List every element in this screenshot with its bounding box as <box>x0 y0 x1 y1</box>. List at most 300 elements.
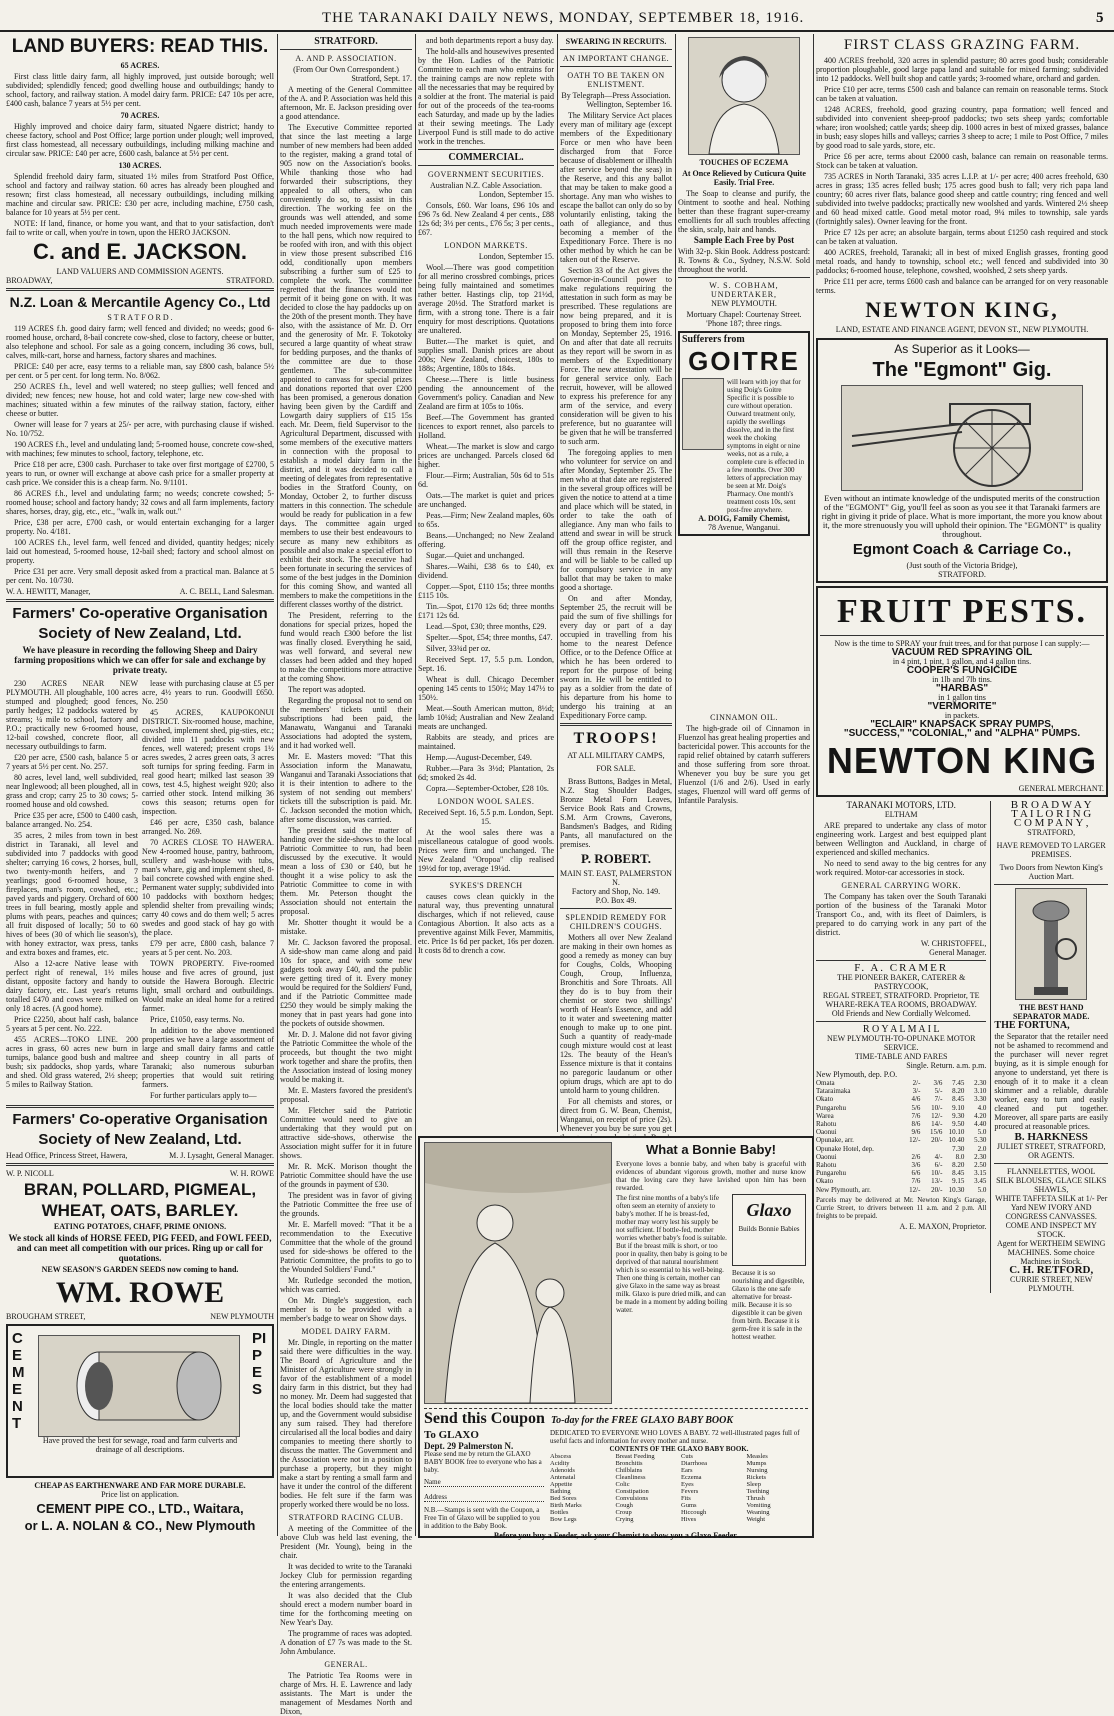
timetable-cell: Opunake Hotel, dep. <box>816 1144 874 1153</box>
timetable-cell: 4.40 <box>974 1120 987 1129</box>
contents-item: Gums <box>681 1502 697 1509</box>
column-small-ads <box>678 34 810 1134</box>
ad-text: Builds Bonnie Babies <box>738 1225 800 1233</box>
ad-brand: P. ROBERT. <box>581 851 651 866</box>
listing-paragraph: 735 ACRES in North Taranaki, 335 acres L.I.P. at 1/- per acre; 400 acres freehold, 630 acres in grass; 135 acres felled bush; 175 acres good bush to fall; very rich papa land country; 60 acres river flats, balance good sheep and cattle country; ring fenced and well subdivided into twelve paddocks; practically new woolshed and yards. Wintered 2½ sheep and 60 head mixed cattle. Good metal motor road, 9¼ miles to township, sale yards (fortnightly sales). Owner leaving for the front. <box>816 172 1108 226</box>
timetable-cell: 20/- <box>931 1185 943 1194</box>
coupon-name-field[interactable]: Name <box>424 1478 544 1487</box>
ad-names-row <box>6 1169 274 1178</box>
ad-brand: Egmont Coach & Carriage Co., <box>852 541 1072 558</box>
article-paragraph: A meeting of the Committee of the above Club was held last evening, the President (Mr. Young), being in the chair. <box>280 1524 412 1560</box>
pipe-illustration <box>38 1335 240 1437</box>
timetable-cell: Rahotu <box>816 1161 837 1170</box>
article-paragraph: Silver, 33¾d per oz. <box>426 644 491 653</box>
cement-ad <box>6 1324 274 1478</box>
article-paragraph: A meeting of the General Committee of the A. and P. Association was held this afternoon, Mr. E. Jackson presiding over a good attendance. <box>280 85 412 121</box>
product-name: "ECLAIR" KNAPSACK SPRAY PUMPS, <box>870 719 1054 730</box>
ad-text: A. C. BELL, Land Salesman. <box>179 587 274 596</box>
ad-text: CHEAP AS EARTHENWARE AND FAR MORE DURABLE. <box>34 1481 246 1490</box>
contents-item: Teething <box>746 1488 770 1495</box>
article-headline: SYKES'S DRENCH <box>449 881 523 890</box>
listing-paragraph: Price £6 per acre, terms about £2000 cash, balance can remain on reasonable terms. Stock can be taken at valuation. <box>816 152 1108 170</box>
ad-brand: NEWTON KING <box>826 740 1098 781</box>
contents-item: Weight <box>746 1516 766 1523</box>
masthead-title: THE TARANAKI DAILY NEWS, MONDAY, SEPTEMBER 18, 1916. <box>322 10 805 26</box>
divider <box>418 876 554 877</box>
article-paragraph: Tin.—Spot, £170 12s 6d; three months £171 12s 6d. <box>418 602 554 620</box>
timetable-row <box>816 1128 986 1136</box>
article-body <box>418 263 554 793</box>
ad-text: in 4 pint, 1 pint, 1 gallon, and 4 gallon tins. <box>892 657 1032 666</box>
contents-item: Constipation <box>615 1488 649 1495</box>
article-byline: By Telegraph—Press Association. <box>561 91 671 100</box>
ad-text: MAIN ST. EAST, PALMERSTON N. <box>560 869 672 887</box>
contents-item: Bed Sores <box>550 1495 577 1502</box>
contents-item: Rickets <box>746 1474 766 1481</box>
separator-drawing <box>1016 889 1086 999</box>
ad-headline: BRAN, POLLARD, PIGMEAL, <box>23 1180 257 1199</box>
ad-subhead: 130 ACRES. <box>118 161 162 170</box>
article-headline: LONDON MARKETS. <box>444 241 528 250</box>
ad-text: Parcels may be delivered at Mr. Newton King's Garage, Currie Street, to drivers between 11 a.m. and 2 p.m. All freights to be prepaid. <box>816 1195 987 1220</box>
ad-brand: N.Z. Loan & Mercantile Agency Co., Ltd <box>9 294 271 310</box>
listing-paragraph: lease with purchasing clause at £5 per acre, 4½ years to run. Goodwill £650. No. 250 <box>142 679 274 706</box>
ad-text: FLANNELETTES, WOOL <box>1007 1167 1096 1176</box>
ad-text: NEW SEASON'S GARDEN SEEDS now coming to hand. <box>41 1265 239 1274</box>
timetable-cell: 3/6 <box>911 1161 921 1170</box>
ad-brand: TARANAKI MOTORS, LTD. <box>846 800 956 810</box>
coupon-footer: Before you buy a Feeder, ask your Chemist to show you a Glaxo Feeder. <box>493 1531 739 1540</box>
article-dateline: London, September 15. <box>478 252 554 261</box>
timetable-row <box>816 1145 986 1153</box>
ad-text: TIME-TABLE AND FARES <box>854 1052 948 1061</box>
contents-item: Cough <box>615 1502 633 1509</box>
divider <box>280 49 412 50</box>
listing-paragraph: 1248 ACRES, freehold, good grazing country, papa formation; well fenced and subdivided into convenient sheep-proof paddocks; two sets sheep yards; comfortable whare; iron woolshed; cattle yards; sheep dip. 1000 acres in best of mixed grasses, balance in bush; easy slopes hills and valleys; carries 3 sheep to acre; 1 mile to Post Office, 7 miles by good road to sale yards, store, etc. <box>816 105 1108 150</box>
timetable-cell: 5.0 <box>977 1128 987 1137</box>
timetable-cell: 5.0 <box>977 1185 987 1194</box>
column-recruits <box>560 34 672 1134</box>
article-paragraph: Rubber.—Para 3s 3½d; Plantation, 2s 6d; smoked 2s 4d. <box>418 764 554 782</box>
listing-paragraph: In addition to the above mentioned properties we have a large assortment of large and small dairy farms and cattle and sheep country in all parts of Taranaki; also numerous suburban properties that would suit retiring farmers. <box>142 1026 274 1089</box>
ad-text: in packets. <box>944 711 980 720</box>
ad-text: SILK BLOUSES, GLACE SILKS SHAWLS, <box>996 1176 1107 1194</box>
timetable-departure: New Plymouth, dep. P.O. <box>816 1070 898 1079</box>
listing-paragraph: 400 ACRES freehold, 320 acres in splendid pasture; 80 acres good bush; considerable proportion ploughable, good large papa land and suitable for mixed farming; subdivided into 12 paddocks. Well built shop and cattle yards; 3-roomed whare, orchard and garden. <box>816 56 1108 83</box>
listing-paragraph: For further particulars apply to— <box>150 1091 257 1100</box>
article-paragraph: Hemp.—August-December, £49. <box>426 753 532 762</box>
separator-illustration <box>1015 888 1087 1000</box>
article-body <box>280 1338 412 1509</box>
ad-brand: Society of New Zealand, Ltd. <box>38 1131 242 1148</box>
ad-text: A. DOIG, Family Chemist, <box>698 514 790 523</box>
timetable-cell: 10.10 <box>948 1128 965 1137</box>
ad-vertical-text: PIPES <box>252 1330 267 1398</box>
timetable-cell: 5/- <box>934 1087 943 1096</box>
ad-text: EATING POTATOES, CHAFF, PRIME ONIONS. <box>53 1222 227 1231</box>
timetable-row <box>816 1186 986 1194</box>
ad-text: Everyone loves a bonnie baby, and when baby is graceful with evidences of abundant vigorous growth, mother and nurse know that the loving care they have lavished upon him has been rewarded. <box>616 1160 806 1192</box>
ad-text: ARE prepared to undertake any class of motor engineering work. Largest and best equipped plant between Wellington and Auckland, in charge of experienced and skilled mechanics. <box>816 821 987 857</box>
contents-item: Eyes <box>681 1481 694 1488</box>
contents-item: Hives <box>681 1516 697 1523</box>
timetable-cell: 4.0 <box>977 1103 987 1112</box>
coupon-title-row <box>424 1409 808 1429</box>
timetable-cell: 4/6 <box>911 1095 921 1104</box>
article-paragraph: The high-grade oil of Cinnamon in Fluenzol has great healing properties and bactericidal power. This accounts for the rapid relief obtained by catarrh sufferers and those suffering from sore throat. Whenever you buy be sure you get Fluenzol (1/6 and 2/6). Used in early stages, Fluenzol will ward off germs of Infantile Paralysis. <box>678 724 810 805</box>
contents-item: Thrush <box>746 1495 765 1502</box>
article-paragraph: Mr. Shotter thought it would be a mistake. <box>280 918 412 936</box>
contents-item: Bronchitis <box>615 1460 643 1467</box>
timetable-cell: 12/- <box>909 1185 921 1194</box>
article-paragraph: The President, referring to the donations for special prizes, hoped the fund would reach £300 before the list was finally closed. Everything he said, was well forward, and several new classes had been added and they hoped to make the competitions more attractive at the coming Show. <box>280 611 412 683</box>
goitre-ad <box>678 331 810 536</box>
ad-text: A. E. MAXON, Proprietor. <box>899 1221 987 1231</box>
article-paragraph: Regarding the proposal not to send on the members' tickets until their subscriptions had been paid, the Manawatu, Wanganui and Taranaki Associations had adopted the system, and it had worked well. <box>280 696 412 750</box>
article-headline: LONDON WOOL SALES. <box>437 797 535 806</box>
article-dateline: London, September 15. <box>478 190 554 199</box>
divider <box>560 908 672 909</box>
listing-paragraph: Price £2250, about half cash, balance 5 years at 5 per cent. No. 222. <box>6 1015 138 1033</box>
ad-text: NEW PLYMOUTH. <box>711 299 777 308</box>
article-body <box>280 1524 412 1656</box>
listing-paragraph: 190 ACRES f.h., level and undulating land; 5-roomed house, concrete cow-shed, with machines; few minutes to school, factory, telephone, etc. <box>6 440 274 458</box>
fruit-pests-ad <box>816 586 1108 797</box>
contents-heading: CONTENTS OF THE GLAXO BABY BOOK. <box>609 1445 749 1453</box>
ad-text: Mortuary Chapel: Courtenay Street. 'Phone 187; three rings. <box>686 310 802 328</box>
ad-vertical-text: CEMENT <box>12 1330 25 1432</box>
timetable-row <box>816 1169 986 1177</box>
contents-item: Bottles <box>550 1509 569 1516</box>
column-rule <box>675 34 676 1132</box>
article-body <box>418 36 554 146</box>
article-paragraph: Mr. E. Masters moved: "That this Association inform the Manawatu, Wanganui and Taranaki Associations that it is their intention to adhere to the system of not sending out members' tickets till the subscription is paid. Mr. C. Jackson seconded the motion which, after some discussion, was carried. <box>280 752 412 824</box>
ad-text: The Company has taken over the South Taranaki portion of the business of the Taranaki Motor Transport Co., and, with its fleet of Daimlers, is prepared to do carrying work in any part of the district. <box>816 892 987 937</box>
article-paragraph: It was decided to write to the Taranaki Jockey Club for permission regarding the entering arrangements. <box>280 1562 412 1589</box>
listing-paragraph: 455 ACRES—TOKO LINE. 200 acres in grass, 60 acres new burn in turnips, balance good bush and maltree bush; six paddocks, shop yards, whare and shed. Old grass watered, 2½ sheep; 5 miles to Railway Station. <box>6 1035 138 1089</box>
timetable-cell: 3/- <box>912 1087 921 1096</box>
glaxo-tin-illustration <box>732 1194 806 1266</box>
gig-illustration <box>841 385 1083 491</box>
timetable-cell: 2/- <box>912 1079 921 1087</box>
timetable-row <box>816 1153 986 1161</box>
listing-paragraph: £46 per acre, £350 cash, balance arranged. No. 269. <box>142 818 274 836</box>
goitre-body <box>682 378 806 514</box>
ad-address-row <box>6 1151 274 1160</box>
ad-headline: TROOPS! <box>573 730 659 747</box>
divider <box>816 1021 986 1022</box>
timetable-cell: 2.30 <box>974 1152 987 1161</box>
article-paragraph: The hold-alls and housewives presented by the Hon. Ladies of the Patriotic Committee to each man who entrains for the training camps are now replete with all the necessaries that may be required by a soldier at the front. The material is paid for out of the proceeds of the tea-rooms each Saturday, and made up by the ladies at their sewing meetings. The Lady Liverpool Fund is still made to do active work in the trenches. <box>418 47 554 146</box>
listing-paragraph: 119 ACRES f.h. good dairy farm; well fenced and divided; no weeds; good 6-roomed house, orchard, 8-bail concrete cow-shed, close to factory, cheese or butter, also telephone and school. For sale as a going concern, including 36 cows, bull, calves, milk-cart, horse and harness, factory shares and machines. <box>6 324 274 360</box>
timetable-cell <box>920 1145 942 1153</box>
ad-signature-row <box>6 587 274 596</box>
coupon-address-field[interactable]: Address <box>424 1493 544 1502</box>
divider <box>994 1163 1108 1164</box>
ad-text: WHITE TAFFETA SILK at 1/- Per Yard NEW IVORY AND CONGRESS CANVASSES. <box>995 1194 1108 1221</box>
timetable-cell <box>898 1145 920 1153</box>
ad-text: BROADWAY, <box>6 276 53 285</box>
divider <box>6 1163 274 1166</box>
listing-paragraph: Also a 12-acre Native lease with perfect right of renewal, 1½ miles distant, opposite factory and handy to dairy factory, etc. Last year's returns totalled £470 and cows were milked on only 18 acres. (A good home). <box>6 959 138 1013</box>
ad-text: NOTE: If land, finance, or home you want, and that to your satisfaction, don't fail to write or call, when you're in town, upon the HERO JACKSON. <box>6 219 274 237</box>
article-paragraph: Mr. Fletcher said the Patriotic Committee would need to give an undertaking that they would put on attractive side-shows, otherwise the Association might suffer for it in future shows. <box>280 1106 412 1160</box>
ad-text: NEW PLYMOUTH <box>210 1312 274 1321</box>
timetable-cell: 20/- <box>931 1136 943 1145</box>
article-paragraph: Wheat is dull. Chicago December opening 145 cents to 150½; May 147½ to 150½. <box>418 675 554 702</box>
coupon-contents <box>550 1429 808 1530</box>
mother-baby-illustration <box>424 1142 612 1404</box>
listing-paragraph: Price, £38 per acre, £700 cash, or would entertain exchanging for a larger property. No. 4/181. <box>6 518 274 536</box>
timetable-cell: 3.15 <box>974 1169 987 1178</box>
ad-headline: FRUIT PESTS. <box>836 593 1088 630</box>
timetable-row <box>816 1104 986 1112</box>
timetable-cell: New Plymouth, arr. <box>816 1185 871 1194</box>
article-headline: SPLENDID REMEDY FOR CHILDREN'S COUGHS. <box>565 913 667 931</box>
contents-item: Ears <box>681 1467 693 1474</box>
ad-subhead: At Once Relieved by Cuticura Quite Easily. Trial Free. <box>682 169 806 187</box>
product-name: COOPER'S FUNGICIDE <box>906 665 1018 676</box>
article-headline: GENERAL. <box>324 1660 368 1669</box>
contents-item: Cleanliness <box>615 1474 646 1481</box>
ad-text: W. P. NICOLL <box>6 1169 54 1178</box>
ad-text: Splendid freehold dairy farm, situated 1½ miles from Stratford Post Office, school and factory and railway station. 60 acres has already been ploughed and resown; first class homestead, all necessary outbuildings, including milking machine and circular saw. PRICE: £30 per acre, including machine, £750 cash, balance for 10 years at 5½ per cent. <box>6 172 274 217</box>
article-paragraph: The Patriotic Tea Rooms were in charge of Mrs. H. E. Lawrence and lady assistants. The Mart is under the management of Mesdames North and Dixon, <box>280 1671 412 1716</box>
timetable-cell: 9.10 <box>952 1103 965 1112</box>
article-paragraph: Mr. E. Masters favored the president's proposal. <box>280 1086 412 1104</box>
timetable-cell: 7/- <box>934 1095 943 1104</box>
contents-item: Nursing <box>746 1467 768 1474</box>
ad-brand: B. HARKNESS <box>1014 1131 1088 1143</box>
ad-brand: C O M P A N Y , <box>1013 817 1089 829</box>
contents-item: Hiccough <box>681 1509 707 1516</box>
ad-text: No need to send away to the big centres for any work required. Motor-car accessories in stock. <box>816 859 987 877</box>
article-paragraph: Received Sept. 17, 5.5 p.m. London, Sept. 16. <box>418 655 554 673</box>
ad-text: Now is the time to SPRAY your fruit trees, and for that purpose I can supply:— <box>834 639 1090 648</box>
contents-item: Chilblains <box>615 1467 643 1474</box>
ad-address-row <box>6 276 274 285</box>
glaxo-copy <box>616 1142 806 1341</box>
contents-item: Antenatal <box>550 1474 576 1481</box>
divider <box>560 66 672 67</box>
contents-item: Colic <box>615 1481 630 1488</box>
coupon-subtitle: To-day for the FREE GLAXO BABY BOOK <box>550 1415 734 1426</box>
article-dateline: Received Sept. 16, 5.5 p.m. London, Sept. 15. <box>418 808 554 826</box>
ad-subhead: GENERAL CARRYING WORK. <box>841 881 962 890</box>
article-paragraph: Shares.—Waihi, £38 6s to £40, ex dividend. <box>418 562 554 580</box>
article-paragraph: Lead.—Spot, £30; three months, £29. <box>426 622 547 631</box>
glaxo-ad <box>418 1136 814 1538</box>
glaxo-coupon[interactable] <box>424 1408 808 1540</box>
product-name: THE FORTUNA, <box>994 1020 1070 1031</box>
timetable-cell: 9.50 <box>952 1120 965 1129</box>
timetable-cell: 6/- <box>934 1161 943 1170</box>
ad-headline: WHEAT, OATS, BARLEY. <box>41 1201 239 1220</box>
article-paragraph: Mr. E. Marfell moved: "That it be a recommendation to the Executive Committee that the whole of the ground used for side-shows be offered to the Patriotic Committee, the profits to go to the Wounded Soldiers' Fund." <box>280 1220 412 1274</box>
masthead <box>0 4 1114 32</box>
timetable-row <box>816 1161 986 1169</box>
ad-text: BROUGHAM STREET, <box>6 1312 86 1321</box>
column-rule <box>277 34 278 1536</box>
article-paragraph: Mr. D. J. Malone did not favor giving the Patriotic Committee the whole of the proceeds, but thought the two might work together and share the profits, then the Association instead of losing money would be making it. <box>280 1030 412 1084</box>
article-paragraph: The Military Service Act places every man of military age (except members of the Expeditionary Force or men who have been discharged from that Force because of disablement or illhealth after service beyond the seas) in the Reserve, and this any ballot that may be taken to make good a shortage. Any man who wishes to escape the ballot can only do so by voluntarily enlisting, taking the oath of allegiance, and thus becoming a member of the Expeditionary Force. There is no other method by which he can be taken out of the Reserve. <box>560 111 672 264</box>
article-paragraph: It was also decided that the Club should erect a modern number board in time for the forthcoming meeting on New Year's Day. <box>280 1591 412 1627</box>
gig-drawing <box>842 386 1082 490</box>
listing-group <box>6 324 274 585</box>
product-name: VACUUM RED SPRAYING OIL <box>891 647 1033 658</box>
timetable-cell: 3.30 <box>974 1095 987 1104</box>
article-paragraph: The report was adopted. <box>288 685 366 694</box>
timetable-cell: Okato <box>816 1177 834 1186</box>
timetable-cell: Rahotu <box>816 1120 837 1129</box>
ad-text: P.O. Box 49. <box>595 896 637 905</box>
article-paragraph: Wool.—There was good competition for all merino crossbred combings, prices being fully maintained and sometimes rather better. Hastings clip, top 21½d, average 20½d. The Stratford market is firm, with a strong tone. There is a fair enquiry for most descriptions. Quotations are unaltered. <box>418 263 554 335</box>
article-paragraph: On Mr. Dingle's suggestion, each member is to be provided with a member's badge to wear on Show days. <box>280 1296 412 1323</box>
article-paragraph: Mr. C. Jackson favored the proposal. A side-show man came along and paid 10s for space, and with some new gadgets took away £40, and the public were getting tired of it. Every money would be required for the Soldiers' Fund, and if the Patriotic Committee made £250 they would be simply making the money that in past years had gone into the pockets of outside showmen. <box>280 938 412 1028</box>
ad-text: STRATFORD, <box>1027 828 1076 837</box>
column-rule <box>557 34 558 1132</box>
coupon-form <box>424 1429 544 1530</box>
bottom-two-column-ads <box>816 801 1108 1293</box>
glaxo-copy-row <box>616 1194 806 1341</box>
article-paragraph: causes cows clean quickly in the natural way, thus preventing unnatural discharges, which if not relieved, cause Contagious Abortion. It also acts as a preventive against Milk Fever, Mammitis, etc. Price 1s 6d per packet, 16s per dozen. It costs 8d to drench a cow. <box>418 892 554 955</box>
divider <box>560 49 672 50</box>
ad-brand: or L. A. NOLAN & CO., New Plymouth <box>24 1518 256 1533</box>
ad-brand: C. H. RETFORD, <box>1009 1264 1094 1276</box>
timetable-cell: 6/6 <box>911 1169 921 1178</box>
ad-subhead: 70 ACRES. <box>120 111 160 120</box>
timetable-cell: Okato <box>816 1095 834 1104</box>
listing-paragraph: Price, £1050, easy terms. No. <box>150 1015 245 1024</box>
article-paragraph: Butter.—The market is quiet, and supplies small. Danish prices are about 200s; New Zealand, choicest, 180s to 188s; Argentine, 180s to 184s. <box>418 337 554 373</box>
ad-text: will learn with joy that for using Doig's Goitre Specific it is possible to cure without operation. Outward treatment only, rapidly the swellings dissolve, and in the first week the choking symptoms in eight or nine weeks, not as a rule, a complete cure is effected in a few months. Over 300 letters of appreciation may be seen at Mr. Doig's Pharmacy. One month's treatment costs 10s, sent post-free anywhere. <box>727 378 805 514</box>
timetable-cell: 10/- <box>931 1169 943 1178</box>
product-name: "HARBAS" <box>935 683 989 694</box>
woman-portrait-illustration <box>688 37 800 155</box>
ad-text: JULIET STREET, STRATFORD, OR AGENTS. <box>996 1142 1106 1160</box>
timetable-cell: 12/- <box>909 1136 921 1145</box>
ad-text: We have pleasure in recording the following Sheep and Dairy farming propositions which we can offer for sale and exchange by private treaty. <box>14 645 266 675</box>
timetable-cell: 7.30 <box>952 1144 965 1153</box>
contents-item: Appetite <box>550 1481 573 1488</box>
ad-text: CURRIE STREET, NEW PLYMOUTH. <box>1010 1275 1093 1293</box>
timetable-cell: 7/6 <box>911 1111 921 1120</box>
divider <box>6 1105 274 1108</box>
timetable-row <box>816 1177 986 1185</box>
pipe-drawing <box>39 1336 239 1436</box>
contents-item: Fevers <box>681 1488 699 1495</box>
ad-text: With 32-p. Skin Book. Address postcard: R. Towns & Co., Sydney, N.S.W. Sold throughout the world. <box>678 247 810 274</box>
ad-text: Price list on application. <box>101 1490 179 1499</box>
article-paragraph: Section 33 of the Act gives the Governor-in-Council power to make regulations requiring the attestation in such form as may be prescribed. These regulations are now being prepared, and it is proposed to bring them into force on Monday, September 25, 1916. On and after that date all recruits as they report will be sworn in as members of the Expeditionary Force. The new attestation will be for general service only. Each recruit, however, will be allowed to express his preference for any arm of the service, and every consideration will be given to his preference, but no guarantee will be given that he will be transferred to such arm. <box>560 266 672 446</box>
ad-brand: F. A. CRAMER <box>854 962 949 974</box>
tailoring-and-separator-ads <box>990 801 1108 1293</box>
article-dateline: Wellington, September 16. <box>586 100 672 109</box>
contents-item: Eczema <box>681 1474 702 1481</box>
timetable-cell: 3/6 <box>933 1079 943 1087</box>
article-paragraph: Mr. Rutledge seconded the motion, which was carried. <box>280 1276 412 1294</box>
ad-text: GENERAL MERCHANT. <box>1018 784 1104 793</box>
motors-and-mail-ads <box>816 801 986 1293</box>
ad-text: Agent for WERTHEIM SEWING MACHINES. Some choice Machines in Stock. <box>996 1239 1106 1266</box>
timetable-cell: Oaonui <box>816 1128 837 1137</box>
listing-paragraph: TOWN PROPERTY. Five-roomed house and five acres of ground, just outside the Hawera Borough. Electric light, small orchard and outbuildings. Would make an ideal home for a retired farmer. <box>142 959 274 1013</box>
article-paragraph: Peas.—Firm; New Zealand maples, 60s to 65s. <box>418 511 554 529</box>
ad-text: Highly improved and choice dairy farm, situated Ngaere district; handy to cheese factory, school and Post Office; large portion under plough; well improved, first class homestead, all necessary outbuildings, including milking machine and circular saw. PRICE: £40 per acre, £600 cash, balance at 5½ per cent. <box>6 122 274 158</box>
ad-headline: The "Egmont" Gig. <box>872 359 1052 381</box>
timetable-cell: 4.20 <box>974 1111 987 1120</box>
ad-text: FOR SALE. <box>596 764 636 773</box>
listing-paragraph: 100 ACRES f.h., level farm, well fenced and divided, quantity hedges; nicely laid out homestead, 5-roomed house, 12-bail shed; factory and school almost on property. <box>6 538 274 565</box>
timetable-cell: 2.0 <box>977 1144 987 1153</box>
contents-item: Cuts <box>681 1453 693 1460</box>
contents-item: Sleep <box>746 1481 761 1488</box>
ad-brand: B R O A D W A Y <box>1010 799 1092 811</box>
timetable-cell: 3.10 <box>974 1087 987 1096</box>
ad-text: Two Doors from Newton King's Auction Mart. <box>999 863 1103 881</box>
timetable <box>816 1079 986 1194</box>
listing-paragraph: 86 ACRES f.h., level and undulating farm; no weeds; concrete cowshed; 5-roomed house; school and factory handy; 32 cows and all farm implements, factory shares, horses, dray, gig, etc., etc., "walk in, walk out." <box>6 489 274 516</box>
ad-text: ELTHAM <box>884 810 918 819</box>
ad-text: Sample Each Free by Post <box>693 235 795 245</box>
timetable-row <box>816 1112 986 1120</box>
ad-address-row <box>6 1312 274 1321</box>
article-paragraph: Sugar.—Quiet and unchanged. <box>426 551 525 560</box>
timetable-cell: 7.45 <box>952 1079 965 1087</box>
ad-text: W. CHRISTOFFEL, <box>920 939 987 948</box>
column-land-ads <box>6 34 274 1534</box>
article-subhead: OATH TO BE TAKEN ON ENLISTMENT. <box>567 71 665 89</box>
listing-paragraph: 70 ACRES CLOSE TO HAWERA. New 4-roomed house, pantry, bathroom, scullery and wash-house with tubs, man's whare, gig and implement shed, 8-bail concrete cowshed with engine shed. Permanent water supply; subdivided into 10 paddocks with boxthorn hedges; splendid shelter from prevailing winds; carry 40 cows and do them well; 5 acres swedes and good stack of hay go with the place. <box>142 838 274 937</box>
article-paragraph: Mothers all over New Zealand are making in their own homes as good a remedy as money can buy for Coughs, Colds, Whooping Cough, Croup, Influenza, Bronchitis and Sore Throats. All they do is to buy from their chemist or store two shillings' worth of Hean's Essence, and add to it water and sweetening matter enough to make up to one pint. Such a quantity of ready-made cough mixture would cost at least 12s. The beauty of the Hean's Essence mixture is that it contains no paregoric laudanum or other opium drugs, which are apt to do untold harm to young children. <box>560 933 672 1095</box>
divider <box>6 288 274 291</box>
listing-paragraph: 80 acres, level land, well subdivided, near Inglewood; all been ploughed, all in grass and crop; carry 25 to 30 cows; 5-roomed house and old cowshed. <box>6 773 138 809</box>
ad-text: Even without an intimate knowledge of the undisputed merits of the construction of the "EGMONT" Gig, you'll feel as soon as you see it that Taranaki farmers are right in giving it pride of place. What is more important, the more you know about it, the more strenuously you will uphold their opinion. The "EGMONT" is quality throughout. <box>821 493 1103 539</box>
ad-text: AT ALL MILITARY CAMPS, <box>567 751 665 760</box>
timetable-cell: 4/- <box>934 1152 943 1161</box>
contents-item: Birth Marks <box>550 1502 582 1509</box>
contents-item: Weaning <box>746 1509 770 1516</box>
timetable-header: Single. Return. a.m. p.m. <box>906 1061 987 1070</box>
coupon-to: To GLAXO <box>424 1429 479 1441</box>
ad-text: M. J. Lysaght, General Manager. <box>169 1151 274 1160</box>
timetable-cell: 9/6 <box>911 1128 921 1137</box>
glaxo-side <box>732 1194 806 1341</box>
contents-item: Diarrhoea <box>681 1460 707 1467</box>
article-headline: MODEL DAIRY FARM. <box>301 1327 391 1336</box>
article-paragraph: At the wool sales there was a miscellaneous catalogue of good wools. Prices were firm and unchanged. The New Zealand "Oropoa" clip realised 19½d for top, average 19¼d. <box>418 828 554 873</box>
contents-item: Fits <box>681 1495 691 1502</box>
article-paragraph: Flour.—Firm; Australian, 50s 6d to 51s 6d. <box>418 471 554 489</box>
listing-group <box>6 677 138 1102</box>
ad-text: Brass Buttons, Badges in Metal, N.Z. Stag Shoulder Badges, Bronze Metal Forn Leaves, Service Book Rats and Crowns, S.M. Arm Crowns, Caverons, Bandsmen's Badges, and Riding Pants, all manufactured on the premises. <box>560 777 672 849</box>
ad-text: Sufferers from <box>682 334 745 345</box>
contents-item: Abscess <box>550 1453 572 1460</box>
article-paragraph: Beans.—Unchanged; no New Zealand offering. <box>418 531 554 549</box>
ad-text: HAVE REMOVED TO LARGER PREMISES. <box>996 841 1106 859</box>
ad-headline: FIRST CLASS GRAZING FARM. <box>843 37 1081 53</box>
ad-brand: WM. ROWE <box>55 1276 225 1309</box>
listing-paragraph: 230 ACRES NEAR NEW PLYMOUTH. All ploughable, 100 acres stumped and ploughed; good fences, partly hedges; 12 paddocks watered by streams; ¼ mile to school, factory and P.O.; practically new 6-roomed house, 12-bail cowshed, concrete floor, all necessary outbuildings to farm. <box>6 679 138 751</box>
article-paragraph: The programme of races was adopted. A donation of £7 7s was made to the St. John Ambulance. <box>280 1629 412 1656</box>
divider <box>816 960 986 961</box>
ad-text: the Separator that the retailer need not be ashamed to recommend and the purchaser will never regret buying, as it is simple enough for anyone to understand, yet there is enough of it to make it a clean skimmer and a reliable, durable worker, easy to turn and easily cleaned and put together. Moreover, all spare parts are easily procured at reasonable prices. <box>994 1032 1108 1131</box>
ad-brand: W. S. COBHAM, <box>709 281 779 290</box>
listing-paragraph: £20 per acre, £500 cash, balance 5 or 7 years at 5½ per cent. No. 257. <box>6 753 138 771</box>
ad-text: COME AND INSPECT MY STOCK. <box>1005 1221 1097 1239</box>
ad-headline: What a Bonnie Baby! <box>645 1142 776 1157</box>
ad-text: NEW PLYMOUTH-TO-OPUNAKE MOTOR SERVICE. <box>826 1034 976 1052</box>
